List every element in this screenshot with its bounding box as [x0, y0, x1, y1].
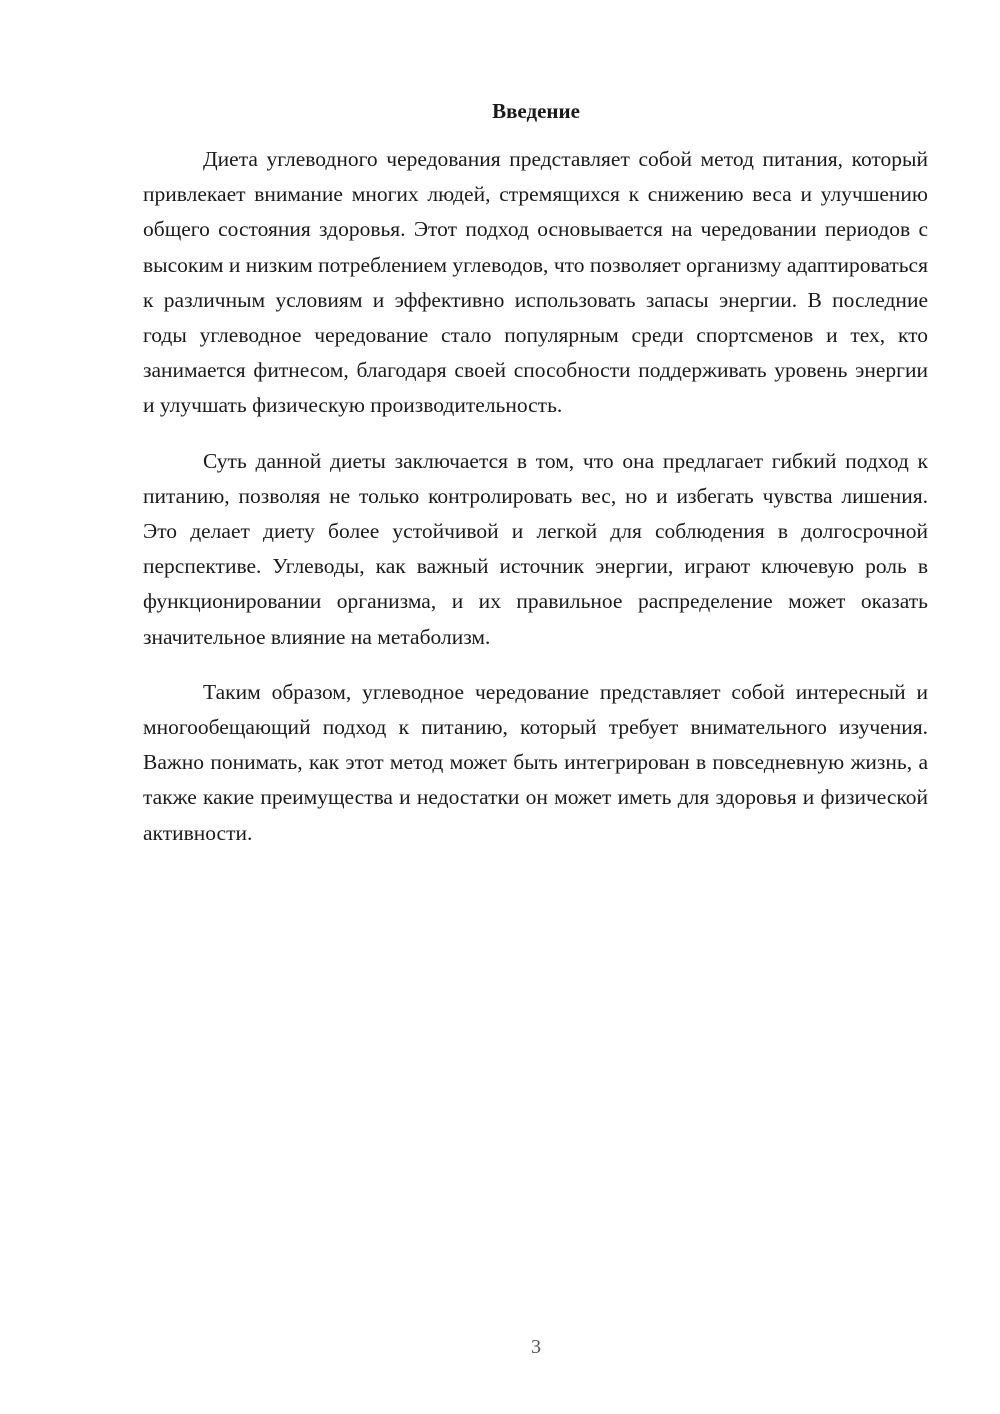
body-text	[143, 142, 928, 871]
section-heading: Введение	[492, 99, 580, 123]
paragraph-1: Диета углеводного чередования представляет собой метод питания, который привлекает внимание многих людей, стремящихся к снижению веса и улучшению общего состояния здоровья. Этот подход основывается на чередовании периодов с высоким и низким потреблением углеводов, что позволяет организму адаптироваться к различным условиям и эффективно использовать запасы энергии. В последние годы углеводное чередование стало популярным среди спортсменов и тех, кто занимается фитнесом, благодаря своей способности поддерживать уровень энергии и улучшать физическую производительность.	[143, 147, 928, 418]
paragraph-3: Таким образом, углеводное чередование представляет собой интересный и многообещающий подход к питанию, который требует внимательного изучения. Важно понимать, как этот метод может быть интегрирован в повседневную жизнь, а также какие преимущества и недостатки он может иметь для здоровья и физической активности.	[143, 679, 928, 845]
page-number: 3	[531, 1336, 541, 1358]
paragraph-2: Суть данной диеты заключается в том, что она предлагает гибкий подход к питанию, позволяя не только контролировать вес, но и избегать чувства лишения. Это делает диету более устойчивой и легкой для соблюдения в долгосрочной перспективе. Углеводы, как важный источник энергии, играют ключевую роль в функционировании организма, и их правильное распределение может оказать значительное влияние на метаболизм.	[143, 448, 928, 649]
